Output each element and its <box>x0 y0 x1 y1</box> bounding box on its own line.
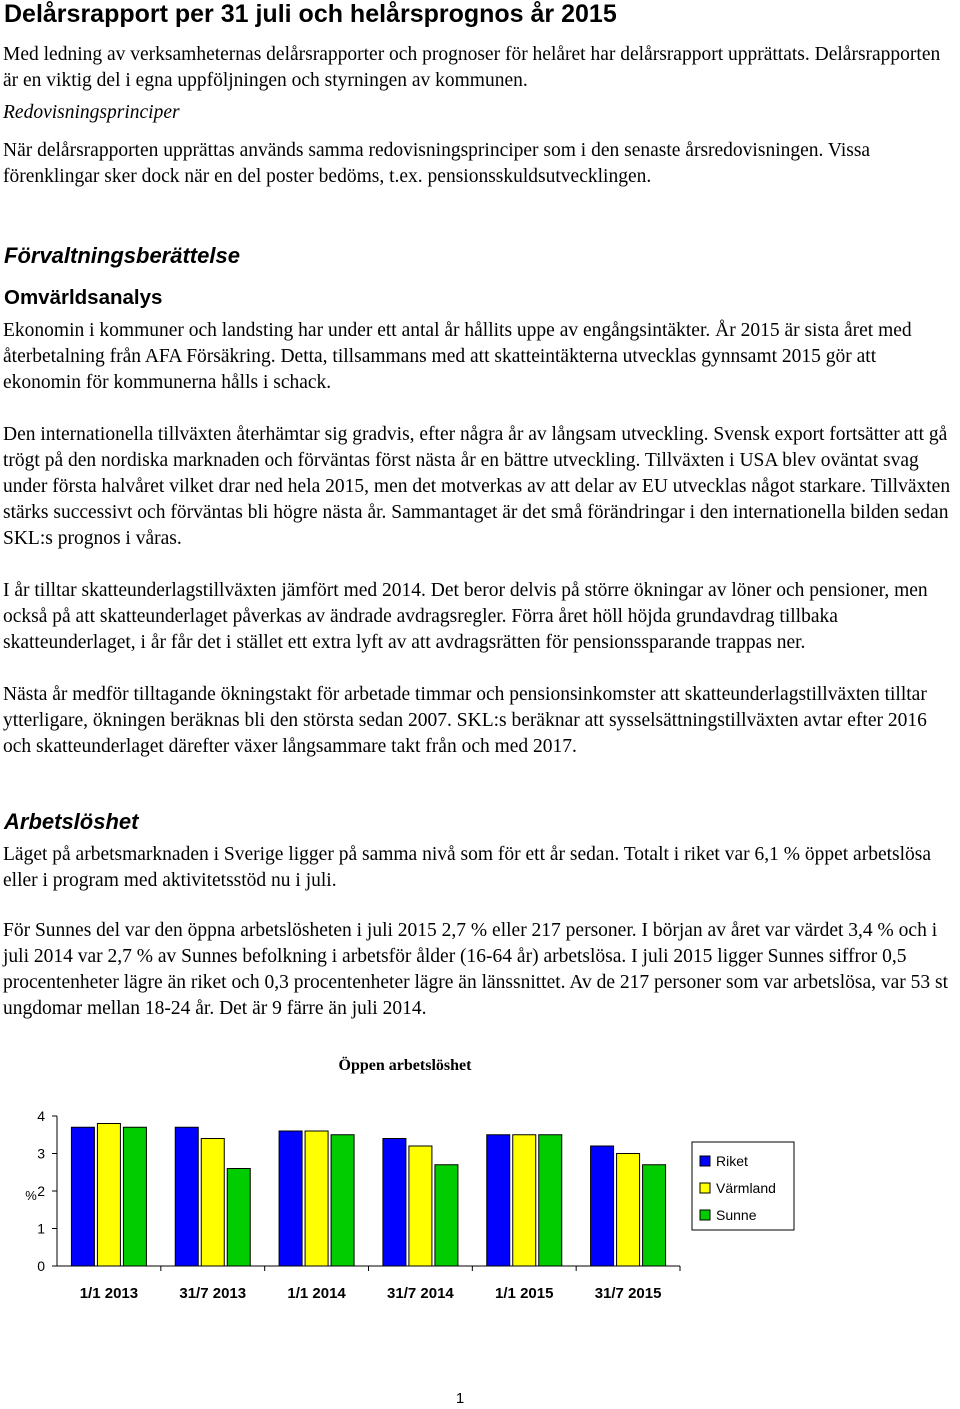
chart-title: Öppen arbetslöshet <box>338 1057 472 1074</box>
paragraph-economy: Ekonomin i kommuner och landsting har under ett antal år hållits uppe av engångsintäkter. År 2015 är sista året med återbetalning från AFA Försäkring. Detta, tillsammans med att skatteintäkterna utvecklas gynnsamt 2015 gör att ekonomin för kommunerna hålls i schack. <box>3 320 912 393</box>
y-tick-label: 2 <box>37 1183 45 1199</box>
legend-label: Värmland <box>716 1180 776 1196</box>
bar-sunne <box>539 1135 562 1266</box>
y-tick-label: 4 <box>37 1108 45 1124</box>
bar-riket <box>383 1139 406 1267</box>
paragraph-labour-market: Läget på arbetsmarknaden i Sverige ligger på samma nivå som för ett år sedan. Totalt i riket var 6,1 % öppet arbetslösa eller i program med aktivitetsstöd nu i juli. <box>3 844 932 891</box>
bar-riket <box>487 1135 510 1266</box>
paragraph-international: Den internationella tillväxten återhämtar sig gradvis, efter några år av långsam utveckling. Svensk export fortsätter att gå trögt på den nordiska marknaden och förväntas först nästa år en bättre utveckling. Tillväxten i USA blev oväntat svag under första halvåret vilket drar ned hela 2015, men det motverkas av att delar av EU utvecklas något starkare. Tillväxten stärks successivt och förväntas bli högre nästa år. Sammantaget är det små förändringar i den internationella bilden sedan SKL:s prognos i våras. <box>3 424 951 549</box>
x-tick-label: 1/1 2014 <box>287 1285 346 1302</box>
intro-paragraph: Med ledning av verksamheternas delårsrapporter och prognoser för helåret har delårsrapport upprättats. Delårsrapporten är en viktig del i egna uppföljningen och styrningen av kommunen. <box>3 44 941 91</box>
legend-swatch <box>700 1183 710 1193</box>
bar-sunne <box>435 1165 458 1266</box>
bar-värmland <box>201 1139 224 1267</box>
legend-swatch <box>700 1156 710 1166</box>
y-tick-label: 0 <box>37 1258 45 1274</box>
bar-sunne <box>643 1165 666 1266</box>
bar-värmland <box>97 1124 120 1267</box>
paragraph-tax-base: I år tilltar skatteunderlagstillväxten jämfört med 2014. Det beror delvis på större ökningar av löner och pensioner, men också på att skatteunderlaget påverkas av ändrade avdragsregler. Förra året höll höjda grundavdrag tillbaka skatteunderlaget, i år får det i stället ett extra lyft av att avdragsrätten för pensionssparande trappas ner. <box>3 580 928 653</box>
x-tick-label: 31/7 2014 <box>387 1285 454 1302</box>
bar-riket <box>279 1131 302 1266</box>
page-number: 1 <box>455 1390 465 1407</box>
principles-paragraph: När delårsrapporten upprättas används samma redovisningsprinciper som i den senaste årsredovisningen. Vissa förenklingar sker dock när en del poster bedöms, t.ex. pensionsskuldsutvecklingen. <box>3 140 871 187</box>
paragraph-sunne: För Sunnes del var den öppna arbetslösheten i juli 2015 2,7 % eller 217 personer. I början av året var värdet 3,4 % och i juli 2014 var 2,7 % av Sunnes befolkning i arbetsför ålder (16-64 år) arbetslösa. I juli 2015 ligger Sunnes siffror 0,5 procentenheter lägre än riket och 0,3 procentenheter lägre än länssnittet. Av de 217 personer som var arbetslösa, var 53 st ungdomar mellan 18-24 år. Det är 9 färre än juli 2014. <box>3 920 949 1019</box>
bar-riket <box>591 1146 614 1266</box>
bar-riket <box>175 1127 198 1266</box>
subsection-title: Omvärldsanalys <box>4 286 163 309</box>
x-tick-label: 31/7 2013 <box>179 1285 247 1302</box>
x-tick-label: 31/7 2015 <box>594 1285 662 1302</box>
bar-värmland <box>513 1135 536 1266</box>
unemployment-chart <box>0 1040 960 1370</box>
legend-swatch <box>700 1210 710 1220</box>
bar-sunne <box>331 1135 354 1266</box>
y-tick-label: 3 <box>37 1145 45 1162</box>
y-tick-label: 1 <box>37 1220 45 1237</box>
principles-heading: Redovisningsprinciper <box>3 102 180 123</box>
bar-riket <box>71 1127 94 1266</box>
x-tick-label: 1/1 2015 <box>495 1285 554 1302</box>
bar-sunne <box>123 1127 146 1266</box>
unemployment-heading: Arbetslöshet <box>4 809 139 834</box>
bar-sunne <box>227 1169 250 1267</box>
page-heading: Delårsrapport per 31 juli och helårsprognos år 2015 <box>4 0 617 28</box>
legend-label: Riket <box>716 1153 748 1169</box>
bar-värmland <box>617 1154 640 1267</box>
y-axis-label: % <box>25 1188 37 1203</box>
bar-värmland <box>409 1146 432 1266</box>
bar-värmland <box>305 1131 328 1266</box>
legend-label: Sunne <box>716 1207 757 1223</box>
section-title: Förvaltningsberättelse <box>4 243 240 268</box>
paragraph-next-year: Nästa år medför tilltagande ökningstakt för arbetade timmar och pensionsinkomster att skatteunderlagstillväxten tilltar ytterligare, ökningen beräknas bli den största sedan 2007. SKL:s beräknar att sysselsättningstillväxten avtar efter 2016 och skatteunderlaget därefter växer långsammare takt från och med 2017. <box>3 684 927 757</box>
x-tick-label: 1/1 2013 <box>79 1285 139 1302</box>
